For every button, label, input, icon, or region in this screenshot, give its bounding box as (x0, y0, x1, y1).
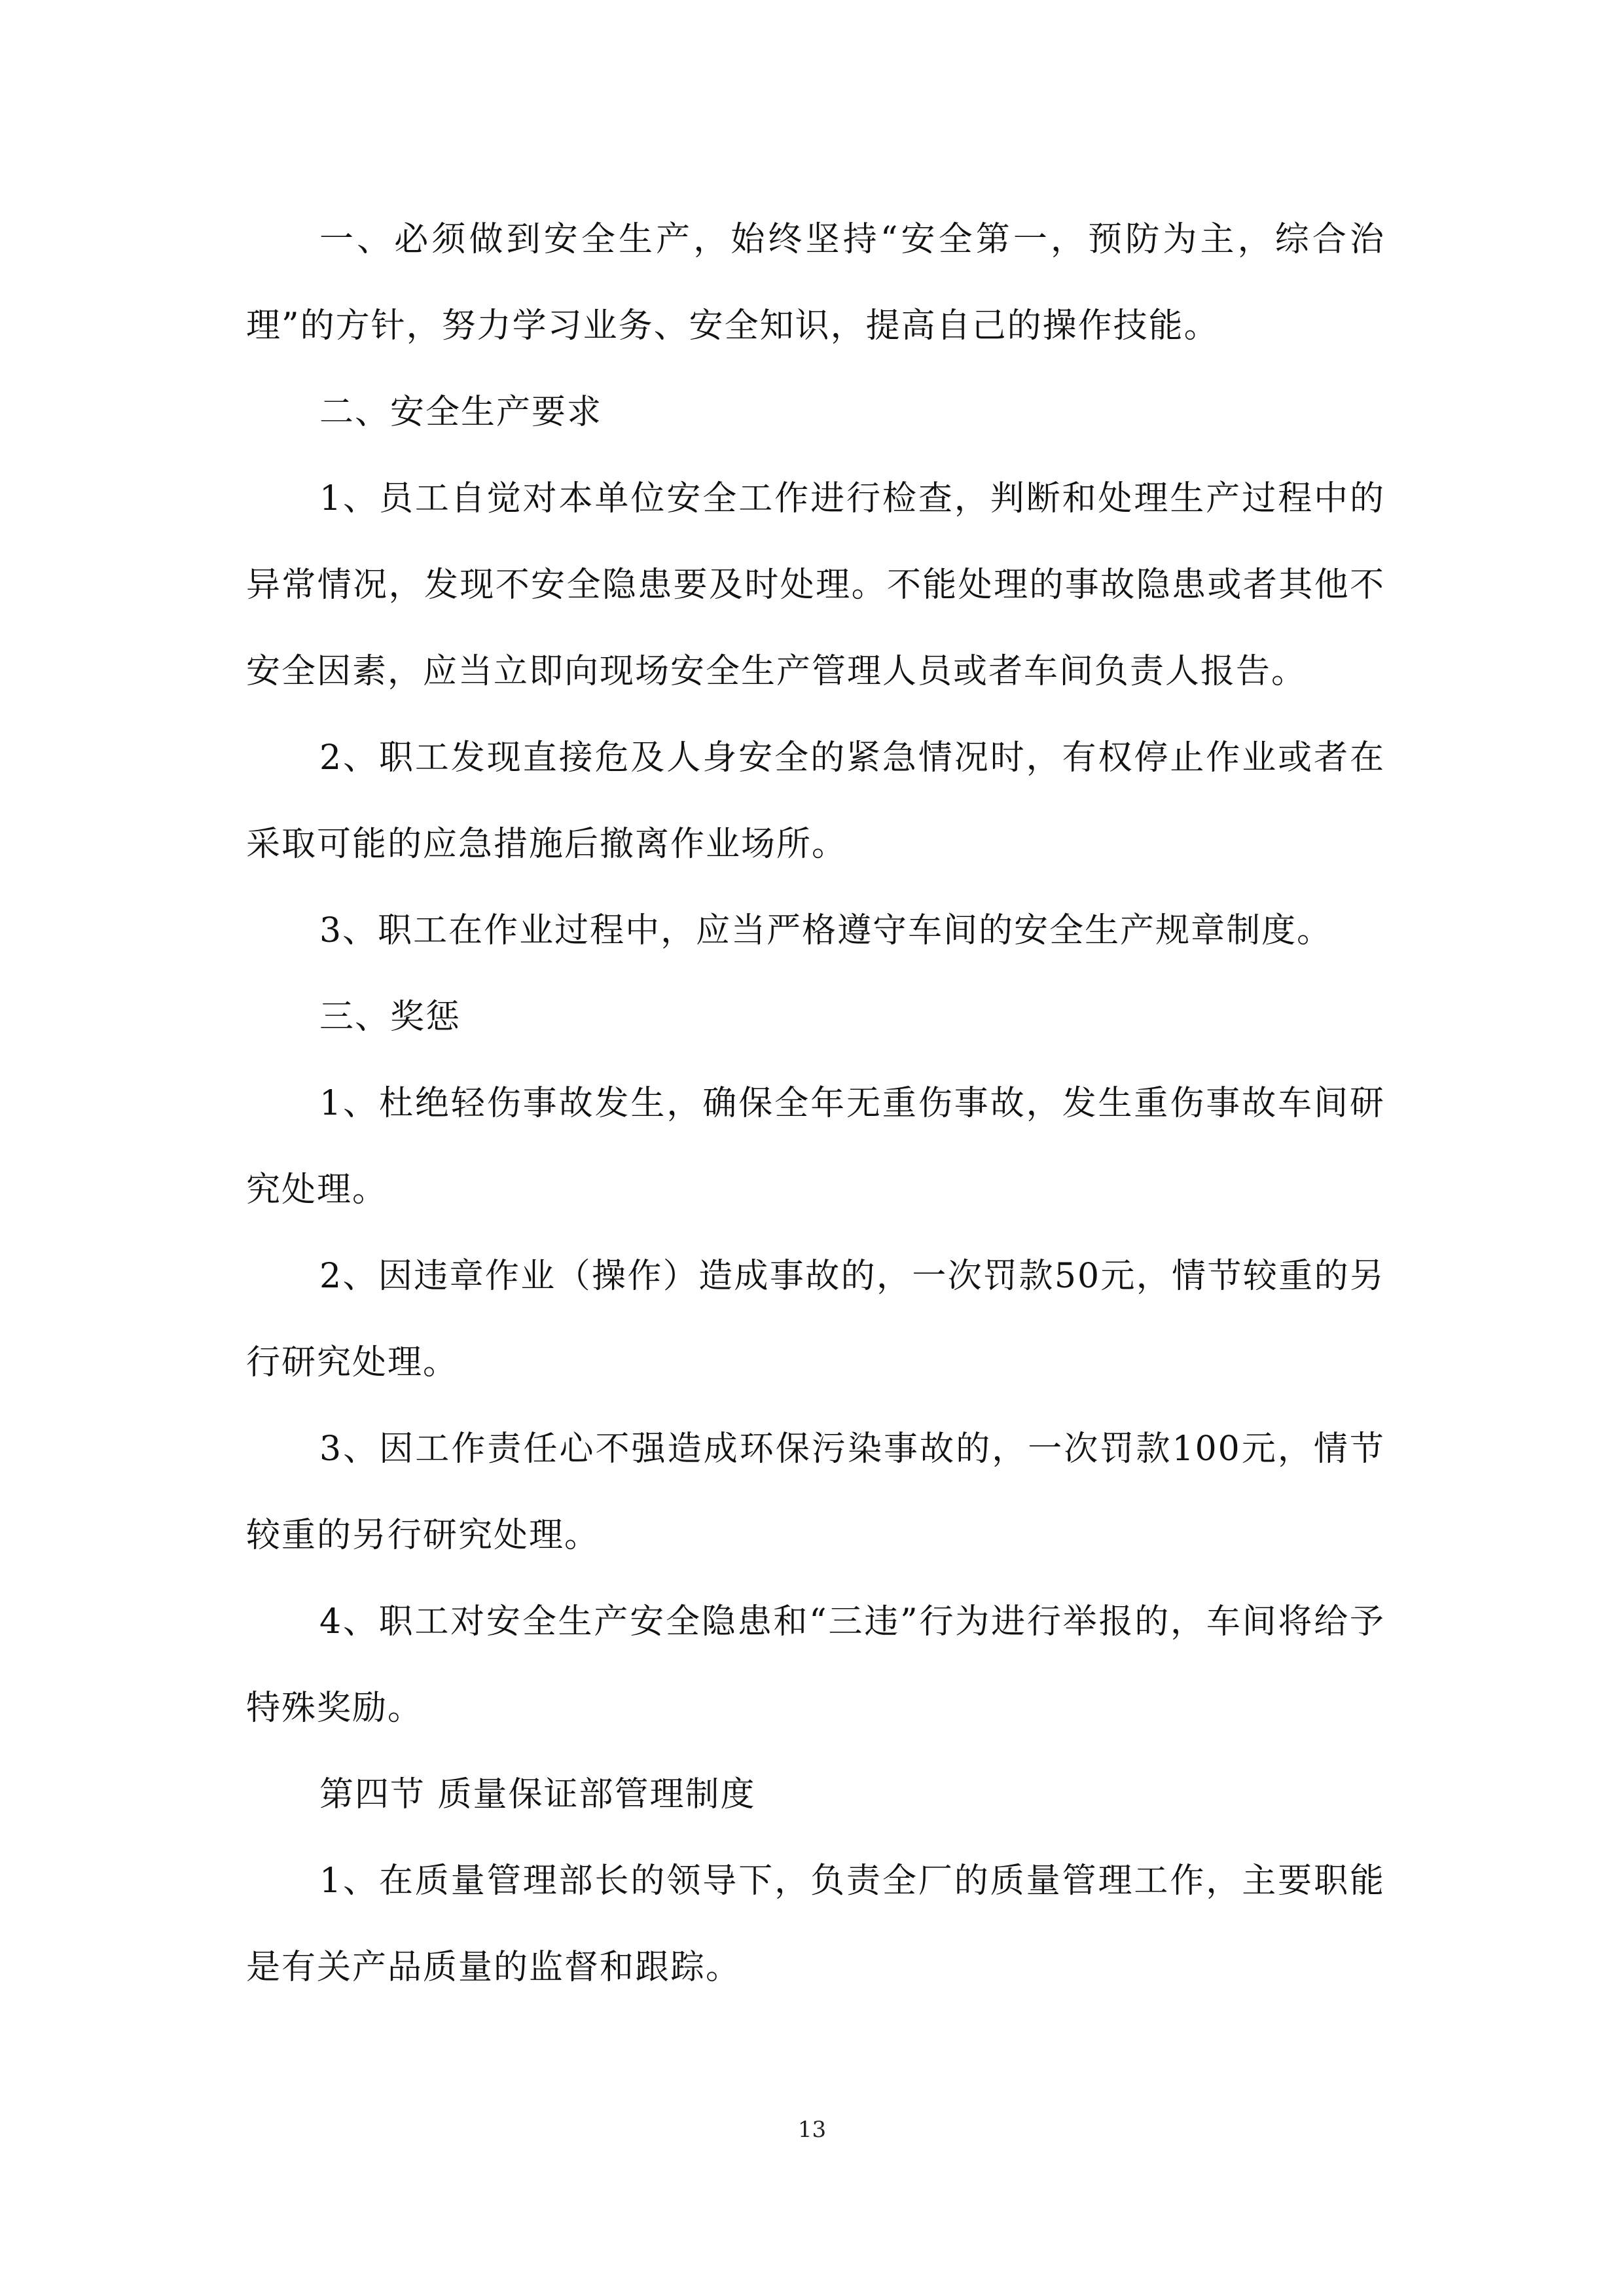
paragraph-reward-2: 2、因违章作业（操作）造成事故的，一次罚款50元，情节较重的另行研究处理。 (246, 1257, 1385, 1382)
heading-safety-requirements: 二、安全生产要求 (319, 393, 603, 432)
heading-section-four: 第四节 质量保证部管理制度 (319, 1775, 756, 1814)
paragraph-reward-3: 3、因工作责任心不强造成环保污染事故的，一次罚款100元，情节较重的另行研究处理。 (246, 1429, 1385, 1555)
paragraph-requirement-1: 1、员工自觉对本单位安全工作进行检查，判断和处理生产过程中的异常情况，发现不安全隐患要及时处理。不能处理的事故隐患或者其他不安全因素，应当立即向现场安全生产管理人员或者车间负责人报告。 (246, 479, 1385, 691)
page-number: 13 (797, 2117, 827, 2143)
paragraph-requirement-3: 3、职工在作业过程中，应当严格遵守车间的安全生产规章制度。 (319, 911, 1333, 950)
document-body (246, 196, 1385, 2011)
paragraph-safety-principle: 一、必须做到安全生产，始终坚持“安全第一，预防为主，综合治理”的方针，努力学习业务、安全知识，提高自己的操作技能。 (246, 220, 1385, 346)
paragraph-quality-1: 1、在质量管理部长的领导下，负责全厂的质量管理工作，主要职能是有关产品质量的监督和跟踪。 (246, 1861, 1385, 1987)
paragraph-requirement-2: 2、职工发现直接危及人身安全的紧急情况时，有权停止作业或者在采取可能的应急措施后撤离作业场所。 (246, 738, 1385, 864)
heading-rewards-penalties: 三、奖惩 (319, 997, 461, 1037)
paragraph-reward-4: 4、职工对安全生产安全隐患和“三违”行为进行举报的，车间将给予特殊奖励。 (246, 1602, 1385, 1728)
paragraph-reward-1: 1、杜绝轻伤事故发生，确保全年无重伤事故，发生重伤事故车间研究处理。 (246, 1084, 1385, 1210)
